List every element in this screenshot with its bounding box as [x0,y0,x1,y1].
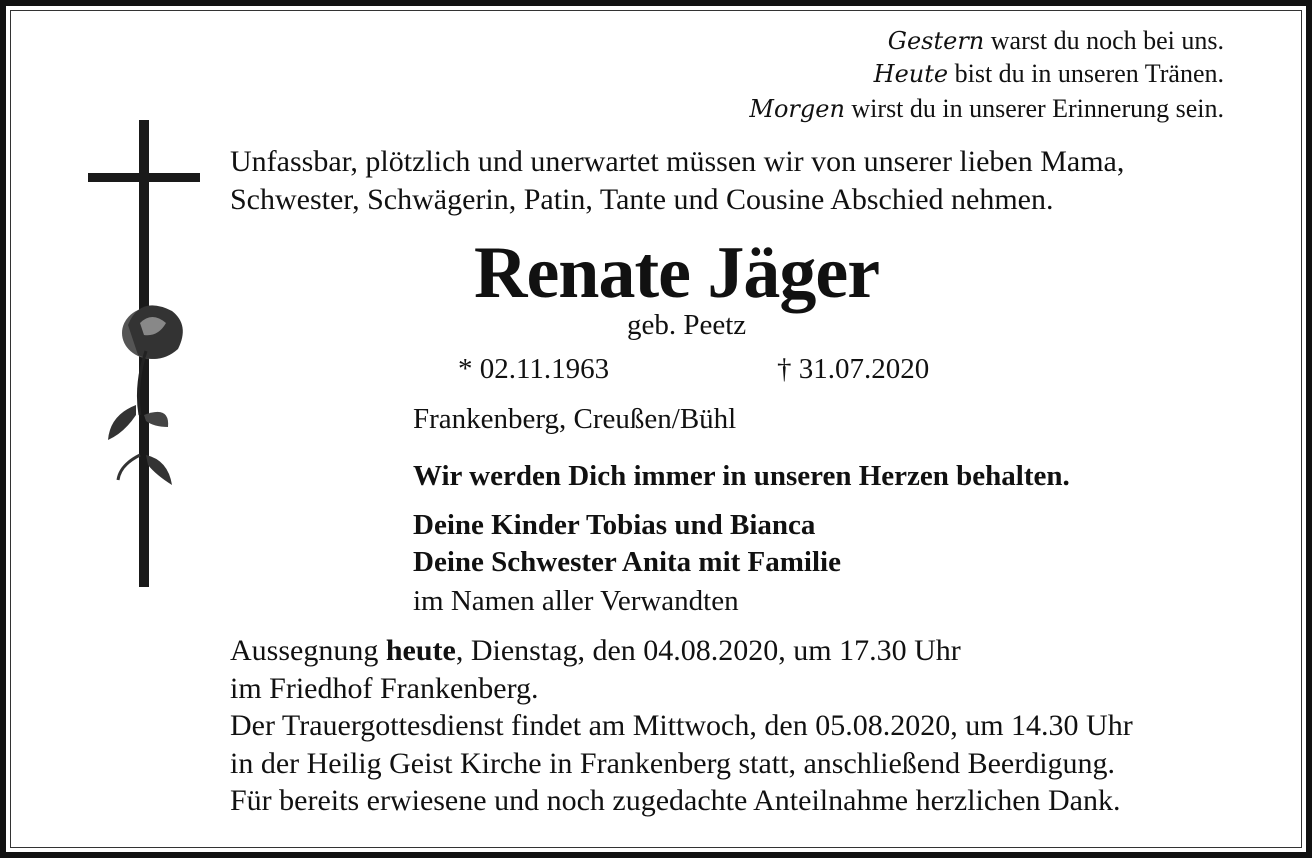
service-line-5: Für bereits erwiesene und noch zugedachte Anteilnahme herzlichen Dank. [230,784,1121,817]
intro-line-2: Schwester, Schwägerin, Patin, Tante und Cousine Abschied nehmen. [230,183,1054,216]
service-line-4: in der Heilig Geist Kirche in Frankenberg statt, anschließend Beerdigung. [230,747,1116,780]
service-line-2: im Friedhof Frankenberg. [230,672,539,705]
poem-line-1: Gestern warst du noch bei uns. [887,26,1224,55]
service-line-3: Der Trauergottesdienst findet am Mittwoch, den 05.08.2020, um 14.30 Uhr [230,709,1133,742]
birth-name: geb. Peetz [627,309,747,341]
places: Frankenberg, Creußen/Bühl [413,403,737,435]
poem-line-3: Morgen wirst du in unserer Erinnerung sein. [749,94,1224,123]
deceased-name: Renate Jäger [474,232,880,314]
service-line-1: Aussegnung heute, Dienstag, den 04.08.2020, um 17.30 Uhr [230,634,961,667]
cross-with-rose-icon [80,115,210,595]
birth-date: * 02.11.1963 [458,353,610,385]
mourners-line-1: Deine Kinder Tobias und Bianca [413,509,816,541]
intro-line-1: Unfassbar, plötzlich und unerwartet müssen wir von unserer lieben Mama, [230,145,1125,178]
death-date: † 31.07.2020 [777,353,930,385]
mourners-line-3: im Namen aller Verwandten [413,585,739,617]
mourners-line-2: Deine Schwester Anita mit Familie [413,546,841,578]
quote: Wir werden Dich immer in unseren Herzen behalten. [413,460,1070,492]
poem-line-2: Heute bist du in unseren Tränen. [873,59,1224,88]
